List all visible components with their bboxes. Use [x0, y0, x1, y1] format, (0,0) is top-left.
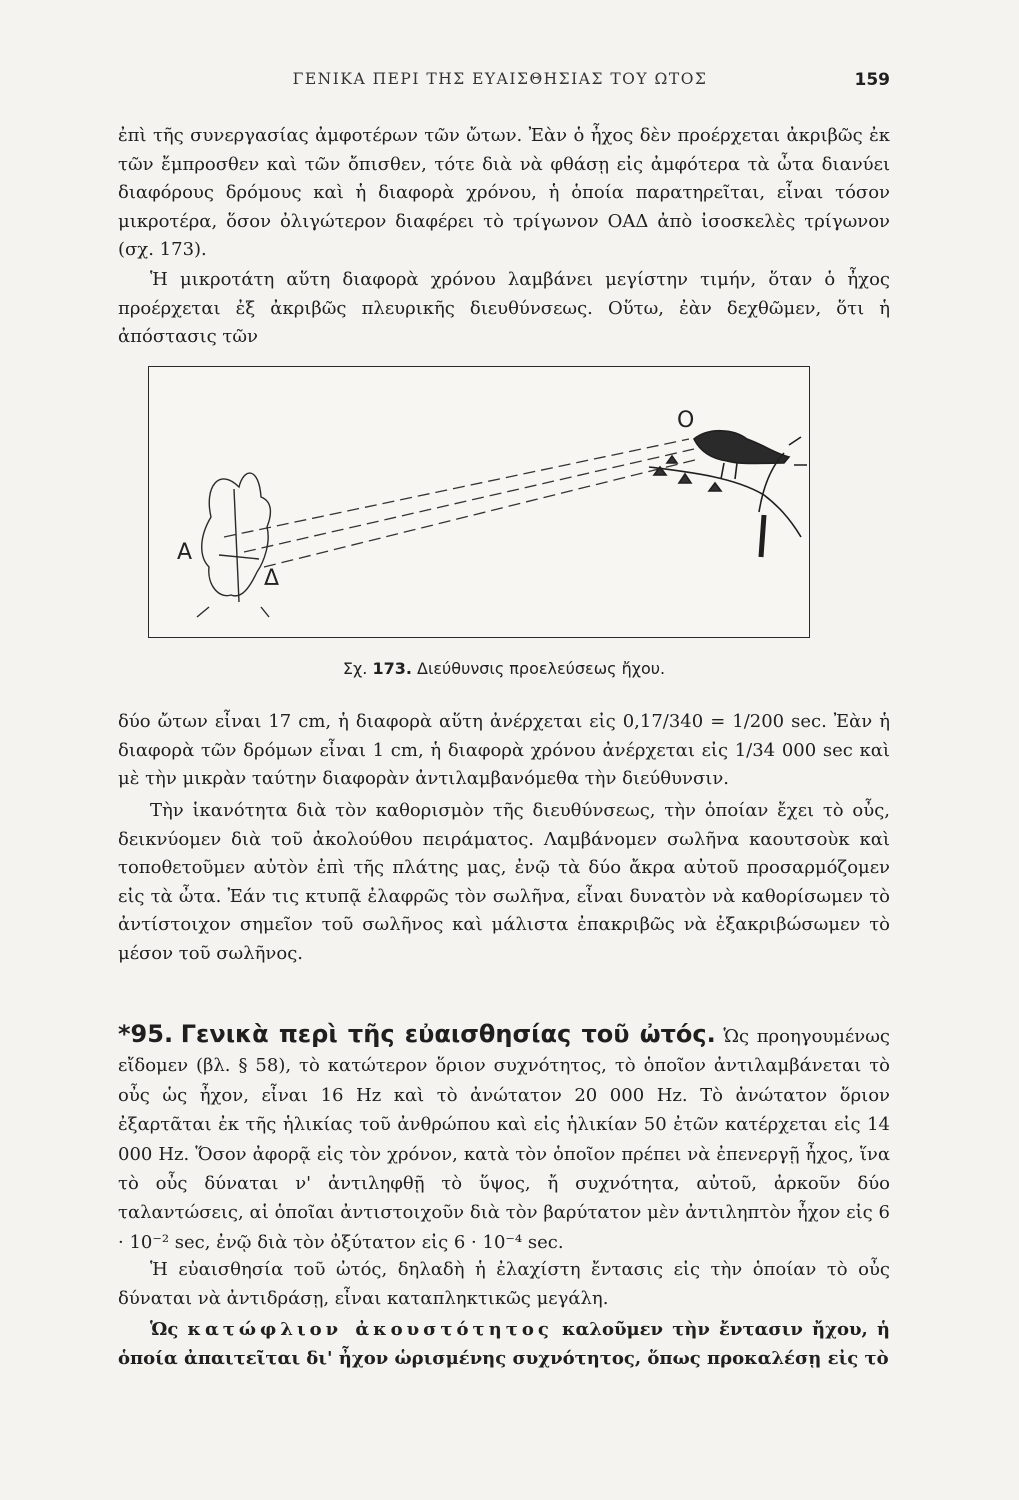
page-number: 159	[854, 70, 890, 90]
paragraph-6: Ἡ εὐαισθησία τοῦ ὠτός, δηλαδὴ ἡ ἐλαχίστη ἔντασις εἰς τὴν ὁποίαν τὸ οὖς δύναται νὰ ἀντιδράσῃ, εἶναι καταπληκτικῶς μεγάλη.	[118, 1259, 890, 1309]
running-title: ΓΕΝΙΚΑ ΠΕΡΙ ΤΗΣ ΕΥΑΙΣΘΗΣΙΑΣ ΤΟΥ ΩΤΟΣ	[292, 70, 708, 88]
section-body: Ὡς προηγουμένως εἴδομεν (βλ. § 58), τὸ κατώτερον ὅριον συχνότητος, τὸ ὁποῖον ἀντιλαμβάνεται τὸ οὖς ὡς ἦχον, εἶναι 16 Hz καὶ τὸ ἀνώτατον 20 000 Hz. Τὸ ἀνώτατον ὅριον ἐξαρτᾶται ἐκ τῆς ἡλικίας τοῦ ἀνθρώπου καὶ εἰς ἡλικίαν 50 ἐτῶν κατέρχεται εἰς 14 000 Hz. Ὅσον ἀφορᾷ εἰς τὸν χρόνον, κατὰ τὸν ὁποῖον πρέπει νὰ ἐπενεργῇ ἦχος, ἵνα τὸ οὖς δύναται ν' ἀντιληφθῇ τὸ ὕψος, ἤ συχνότητα, αὐτοῦ, ἀρκοῦν δύο ταλαντώσεις, αἱ ὁποῖαι ἀντιστοιχοῦν διὰ τὸν βαρύτατον μὲν ἀντιληπτὸν ἦχον εἰς 6 · 10⁻² sec, ἐνῷ διὰ τὸν ὀξύτατον εἰς 6 · 10⁻⁴ sec.	[118, 1026, 890, 1253]
definition-lead: Ὡς	[150, 1319, 179, 1340]
label-ear-a: A	[177, 540, 193, 565]
label-source-o: O	[677, 408, 695, 433]
caption-text: Διεύθυνσις προελεύσεως ἤχου.	[417, 659, 666, 678]
section-title: Γενικὰ περὶ τῆς εὐαισθησίας τοῦ ὠτός.	[180, 1020, 716, 1048]
bird-on-branch	[649, 431, 807, 557]
paragraph-1: ἐπὶ τῆς συνεργασίας ἀμφοτέρων τῶν ὤτων. Ἐὰν ὁ ἦχος δὲν προέρχεται ἀκριβῶς ἐκ τῶν ἔμπροσθεν καὶ τῶν ὄπισθεν, τότε διὰ νὰ φθάσῃ εἰς ἀμφότερα τὰ ὦτα διανύει διαφόρους δρόμους καὶ ἡ διαφορὰ χρόνου, ἡ ὁποία παρατηρεῖται, εἶναι τόσον μικροτέρα, ὅσον ὀλιγώτερον διαφέρει τὸ τρίγωνον ΟΑΔ ἀπὸ ἰσοσκελὲς τρίγωνον (σχ. 173).	[118, 125, 890, 261]
paragraph-7	[118, 1316, 890, 1373]
paragraph-4: Τὴν ἱκανότητα διὰ τὸν καθορισμὸν τῆς διευθύνσεως, τὴν ὁποίαν ἔχει τὸ οὖς, δεικνύομεν διὰ τοῦ ἀκολούθου πειράματος. Λαμβάνομεν σωλῆνα καουτσοὺκ καὶ τοποθετοῦμεν αὐτὸν ἐπὶ τῆς πλάτης μας, ἐνῷ τὰ δύο ἄκρα αὐτοῦ προσαρμόζομεν εἰς τὰ ὦτα. Ἐάν τις κτυπᾷ ἐλαφρῶς τὸν σωλῆνα, εἶναι δυνατὸν νὰ καθορίσωμεν τὸ ἀντίστοιχον σημεῖον τοῦ σωλῆνος καὶ μάλιστα ἐπακριβῶς νὰ ἐξακριβώσωμεν τὸ μέσον τοῦ σωλῆνος.	[118, 800, 890, 964]
page-header	[110, 70, 890, 94]
paragraph-2: Ἡ μικροτάτη αὕτη διαφορὰ χρόνου λαμβάνει μεγίστην τιμήν, ὅταν ὁ ἦχος προέρχεται ἐξ ἀκριβῶς πλευρικῆς διευθύνσεως. Οὕτω, ἐὰν δεχθῶμεν, ὅτι ἡ ἀπόστασις τῶν	[118, 269, 890, 348]
paragraph-3: δύο ὤτων εἶναι 17 cm, ἡ διαφορὰ αὕτη ἀνέρχεται εἰς 0,17/340 = 1/200 sec. Ἐὰν ἡ διαφορὰ τῶν δρόμων εἶναι 1 cm, ἡ διαφορὰ χρόνου ἀνέρχεται εἰς 1/34 000 sec καὶ μὲ τὴν μικρὰν ταύτην διαφορὰν ἀντιλαμβανόμεθα τὴν διεύθυνσιν.	[118, 711, 890, 790]
caption-number: 173.	[372, 659, 412, 678]
section-95	[118, 1020, 890, 1257]
definition-rest: καλοῦμεν τὴν ἔντασιν ἤχου, ἡ ὁποία ἀπαιτεῖται δι' ἦχον ὡρισμένης συχνότητος, ὅπως προκαλέσῃ εἰς τὸ	[118, 1319, 890, 1369]
figure-173	[148, 366, 810, 638]
label-ear-d: Δ	[264, 566, 280, 591]
ray-upper	[224, 439, 689, 537]
section-number: *95.	[118, 1020, 174, 1048]
ray-middle	[244, 449, 694, 552]
definition-term: κατώφλιον ἀκουστότητος	[187, 1319, 553, 1340]
caption-prefix: Σχ.	[342, 659, 368, 678]
figure-drawing	[149, 367, 809, 637]
head-drawing	[197, 473, 270, 617]
ray-lower	[264, 459, 699, 567]
figure-caption	[118, 659, 890, 678]
sound-rays	[224, 439, 699, 567]
